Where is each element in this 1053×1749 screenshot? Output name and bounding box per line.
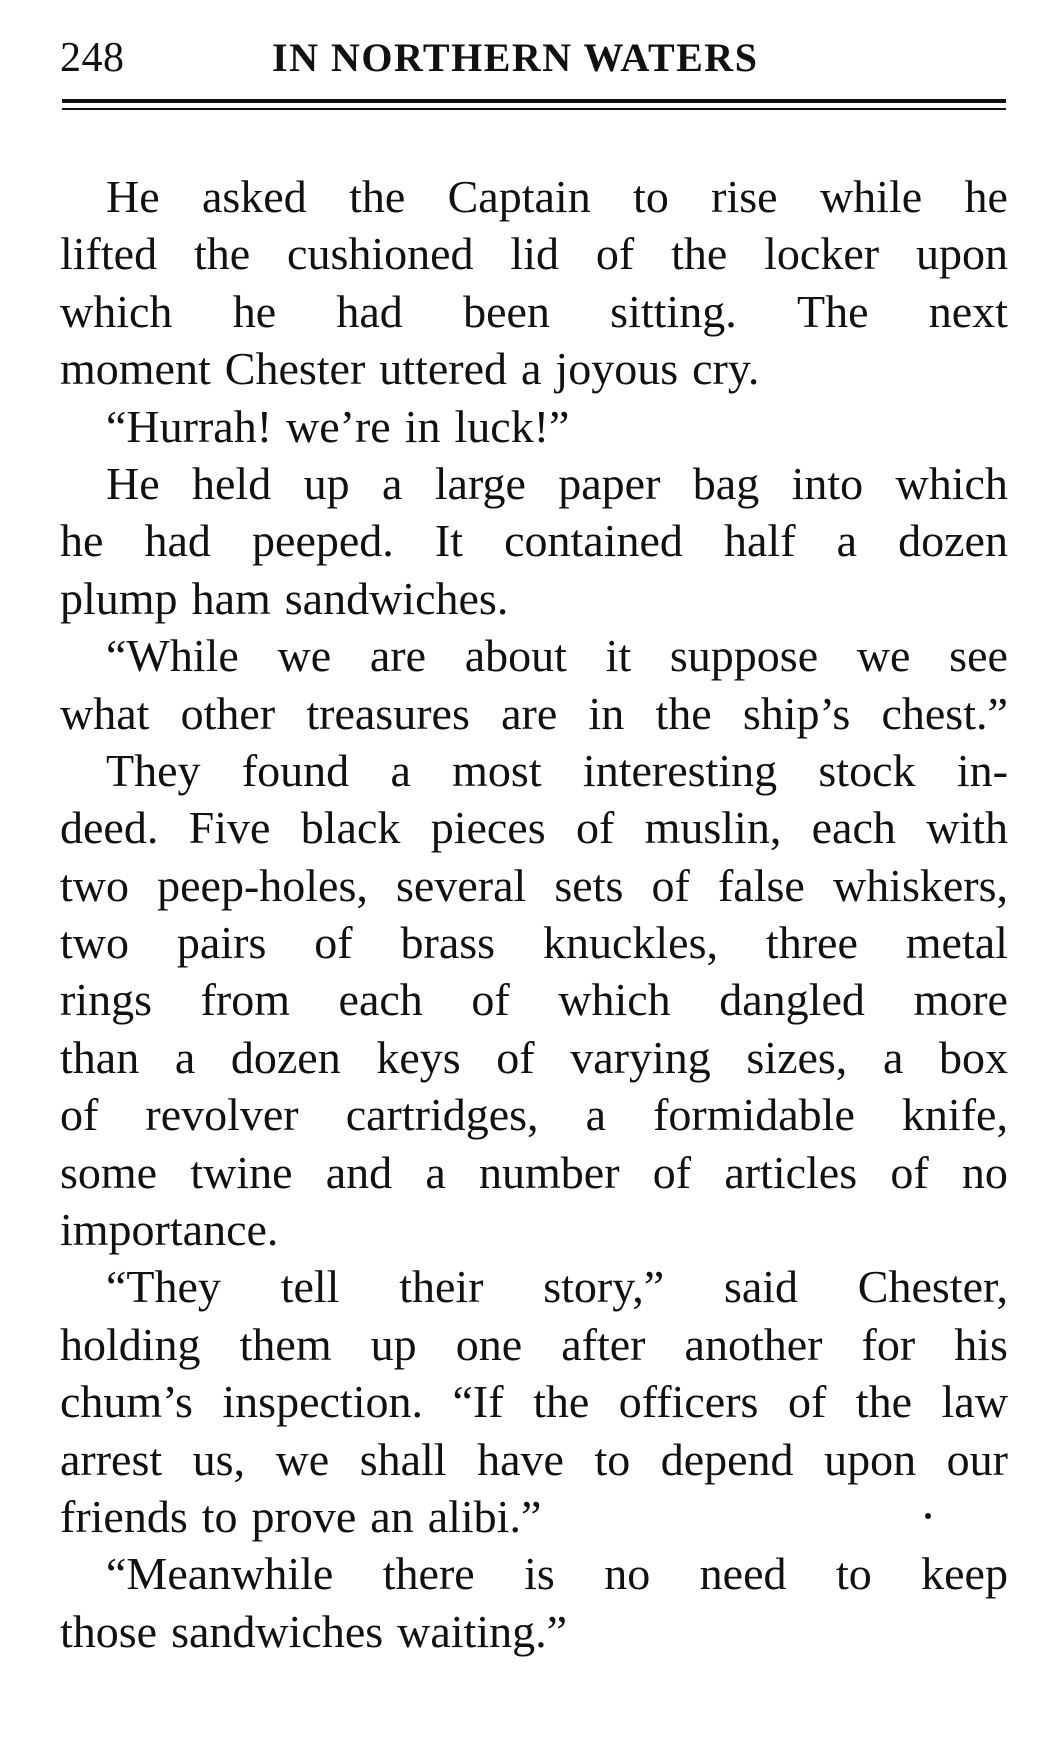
word: have	[477, 1433, 564, 1485]
text-line	[60, 1144, 1008, 1201]
text-line	[60, 283, 1008, 340]
text-line	[60, 742, 1008, 799]
word: we	[275, 1433, 330, 1485]
word: of	[471, 974, 510, 1026]
word: which	[895, 457, 1008, 509]
word: of	[496, 1031, 535, 1083]
text-line	[60, 971, 1008, 1028]
word: dozen	[898, 515, 1008, 567]
word: stock	[818, 744, 916, 796]
body-text	[60, 168, 1008, 1660]
word: box	[938, 1031, 1008, 1083]
word: joyous	[555, 343, 679, 395]
word: the	[655, 687, 712, 739]
word: two	[60, 917, 129, 969]
text-line	[60, 225, 1008, 282]
running-title: IN NORTHERN WATERS	[272, 35, 759, 80]
word: a	[174, 1031, 196, 1083]
text-line	[60, 340, 1008, 397]
word: he	[60, 515, 104, 567]
text-line	[60, 799, 1008, 856]
word: sandwiches.	[284, 572, 509, 624]
word: he	[232, 285, 277, 337]
word: “While	[106, 630, 239, 682]
word: no	[604, 1548, 651, 1600]
word: from	[200, 974, 290, 1026]
page-number: 248	[60, 35, 125, 81]
word: an	[370, 1490, 414, 1542]
word: revolver	[145, 1089, 299, 1141]
word: lifted	[60, 228, 158, 280]
word: It	[434, 515, 463, 567]
word: to	[835, 1548, 872, 1600]
text-line	[60, 1603, 1008, 1660]
word: of	[787, 1376, 827, 1428]
word: of	[575, 802, 615, 854]
word: whiskers,	[832, 859, 1008, 911]
word: asked	[201, 171, 307, 222]
word: uttered	[379, 343, 507, 395]
word: our	[946, 1433, 1008, 1485]
word: several	[396, 859, 527, 911]
word: deed.	[60, 802, 159, 854]
text-line	[60, 1086, 1008, 1143]
word: into	[791, 457, 864, 509]
word: inspection.	[222, 1376, 423, 1428]
word: keep	[921, 1548, 1008, 1600]
word: a	[836, 515, 858, 567]
word: two	[60, 859, 129, 911]
word: the	[533, 1376, 590, 1428]
word: story,”	[543, 1261, 665, 1313]
word: treasures	[306, 687, 470, 739]
word: a	[882, 1031, 904, 1083]
word: keys	[376, 1031, 461, 1083]
word: up	[303, 457, 350, 509]
word: of	[595, 228, 635, 280]
word: rings	[60, 974, 152, 1026]
word: chum’s	[60, 1376, 193, 1428]
word: alibi.”	[427, 1490, 542, 1542]
word: officers	[618, 1376, 759, 1428]
word: “Hurrah!	[106, 400, 273, 452]
stray-ink-dot	[925, 1513, 931, 1519]
word: there	[382, 1548, 475, 1600]
word: for	[861, 1318, 916, 1370]
word: sitting.	[610, 285, 737, 337]
word: moment	[60, 343, 211, 395]
word: and	[325, 1146, 393, 1198]
word: rise	[711, 171, 778, 222]
word: peeped.	[252, 515, 394, 567]
word: ham	[191, 572, 271, 624]
word: to	[633, 171, 669, 222]
word: peep-holes,	[157, 859, 368, 911]
text-line	[60, 1201, 1008, 1258]
word: is	[524, 1548, 555, 1600]
word: to	[594, 1433, 631, 1485]
word: friends	[60, 1490, 188, 1542]
word: one	[455, 1318, 523, 1370]
word: cushioned	[287, 228, 474, 280]
word: a	[521, 343, 542, 395]
word: depend	[660, 1433, 794, 1485]
word: waiting.”	[397, 1605, 568, 1657]
text-line	[60, 398, 1008, 455]
word: interesting	[582, 744, 778, 796]
word: suppose	[669, 630, 819, 682]
word: of	[651, 859, 690, 911]
word: brass	[400, 917, 496, 969]
word: see	[949, 630, 1008, 682]
word: holding	[60, 1318, 201, 1370]
word: a	[425, 1146, 446, 1198]
word: “Meanwhile	[106, 1548, 334, 1600]
word: some	[60, 1146, 158, 1198]
word: next	[928, 285, 1008, 337]
word: a	[585, 1089, 607, 1141]
word: knife,	[901, 1089, 1008, 1141]
text-line	[60, 168, 1008, 225]
word: of	[60, 1089, 99, 1141]
word: tell	[280, 1261, 340, 1313]
word: He	[106, 457, 160, 509]
word: held	[192, 457, 272, 509]
word: pieces	[430, 802, 546, 854]
word: than	[60, 1031, 140, 1083]
word: we’re	[286, 400, 391, 452]
word: in	[588, 687, 625, 739]
word: been	[463, 285, 550, 337]
text-line	[60, 1373, 1008, 1430]
word: sandwiches	[171, 1605, 384, 1657]
text-line	[60, 1029, 1008, 1086]
word: plump	[60, 572, 178, 624]
word: us,	[192, 1433, 246, 1485]
word: shall	[359, 1433, 447, 1485]
word: had	[144, 515, 211, 567]
word: dozen	[230, 1031, 341, 1083]
word: upon	[915, 228, 1008, 280]
word: we	[277, 630, 332, 682]
word: large	[434, 457, 526, 509]
text-line	[60, 1316, 1008, 1373]
word: most	[452, 744, 542, 796]
text-line	[60, 1488, 1008, 1545]
word: cartridges,	[345, 1089, 539, 1141]
word: a	[390, 744, 411, 796]
word: after	[561, 1318, 646, 1370]
word: sets	[554, 859, 624, 911]
word: more	[913, 974, 1008, 1026]
word: lid	[510, 228, 559, 280]
word: had	[336, 285, 403, 337]
word: which	[558, 974, 671, 1026]
word: black	[300, 802, 401, 854]
word: prove	[251, 1490, 357, 1542]
word: the	[349, 171, 406, 222]
word: importance.	[60, 1204, 279, 1256]
word: Chester	[224, 343, 366, 395]
text-line	[60, 512, 1008, 569]
word: each	[811, 802, 896, 854]
word: his	[954, 1318, 1008, 1370]
word: no	[961, 1146, 1008, 1198]
word: another	[684, 1318, 823, 1370]
word: a	[381, 457, 403, 509]
word: of	[890, 1146, 929, 1198]
page-header	[60, 28, 1005, 98]
word: arrest	[60, 1433, 163, 1485]
text-line	[60, 455, 1008, 512]
word: half	[724, 515, 796, 567]
word: other	[180, 687, 276, 739]
text-line	[60, 570, 1008, 627]
word: The	[796, 285, 869, 337]
word: the	[193, 228, 251, 280]
word: paper	[558, 457, 661, 509]
word: upon	[824, 1433, 917, 1485]
text-line	[60, 857, 1008, 914]
word: varying	[570, 1031, 711, 1083]
word: cry.	[692, 343, 760, 395]
word: pairs	[176, 917, 267, 969]
word: chest.”	[881, 687, 1008, 739]
word: the	[671, 228, 728, 280]
word: are	[501, 687, 558, 739]
word: twine	[190, 1146, 293, 1198]
word: luck!”	[454, 400, 570, 452]
word: said	[723, 1261, 799, 1313]
word: ship’s	[742, 687, 851, 739]
text-line	[60, 627, 1008, 684]
word: metal	[905, 917, 1008, 969]
word: which	[60, 285, 173, 337]
word: need	[699, 1548, 787, 1600]
word: he	[964, 171, 1008, 222]
word: bag	[692, 457, 760, 509]
header-rule-thick	[62, 99, 1006, 103]
header-rule-thin	[62, 108, 1006, 110]
word: up	[370, 1318, 417, 1370]
word: false	[717, 859, 805, 911]
word: knuckles,	[542, 917, 718, 969]
word: in	[404, 400, 441, 452]
word: in-	[956, 744, 1008, 796]
word: of	[652, 1146, 692, 1198]
word: dangled	[719, 974, 865, 1026]
word: contained	[504, 515, 683, 567]
text-line	[60, 1258, 1008, 1315]
text-line	[60, 685, 1008, 742]
word: the	[855, 1376, 912, 1428]
word: law	[941, 1376, 1008, 1428]
word: three	[765, 917, 858, 969]
word: “They	[106, 1261, 221, 1313]
word: articles	[724, 1146, 858, 1198]
word: to	[201, 1490, 238, 1542]
word: muslin,	[644, 802, 782, 854]
word: He	[106, 171, 160, 222]
word: found	[241, 744, 350, 796]
word: their	[399, 1261, 484, 1313]
word: They	[106, 744, 201, 796]
word: those	[60, 1605, 158, 1657]
word: while	[819, 171, 923, 222]
word: what	[60, 687, 150, 739]
text-line	[60, 1431, 1008, 1488]
word: Chester,	[857, 1261, 1008, 1313]
word: number	[479, 1146, 620, 1198]
word: each	[338, 974, 423, 1026]
word: with	[926, 802, 1008, 854]
word: “If	[452, 1376, 504, 1428]
word: are	[369, 630, 427, 682]
word: Five	[188, 802, 271, 854]
word: we	[856, 630, 911, 682]
word: it	[605, 630, 632, 682]
word: of	[314, 917, 353, 969]
word: Captain	[447, 171, 591, 222]
word: sizes,	[746, 1031, 848, 1083]
word: about	[464, 630, 567, 682]
word: locker	[764, 228, 880, 280]
word: them	[239, 1318, 332, 1370]
word: formidable	[653, 1089, 855, 1141]
text-line	[60, 914, 1008, 971]
text-line	[60, 1545, 1008, 1602]
